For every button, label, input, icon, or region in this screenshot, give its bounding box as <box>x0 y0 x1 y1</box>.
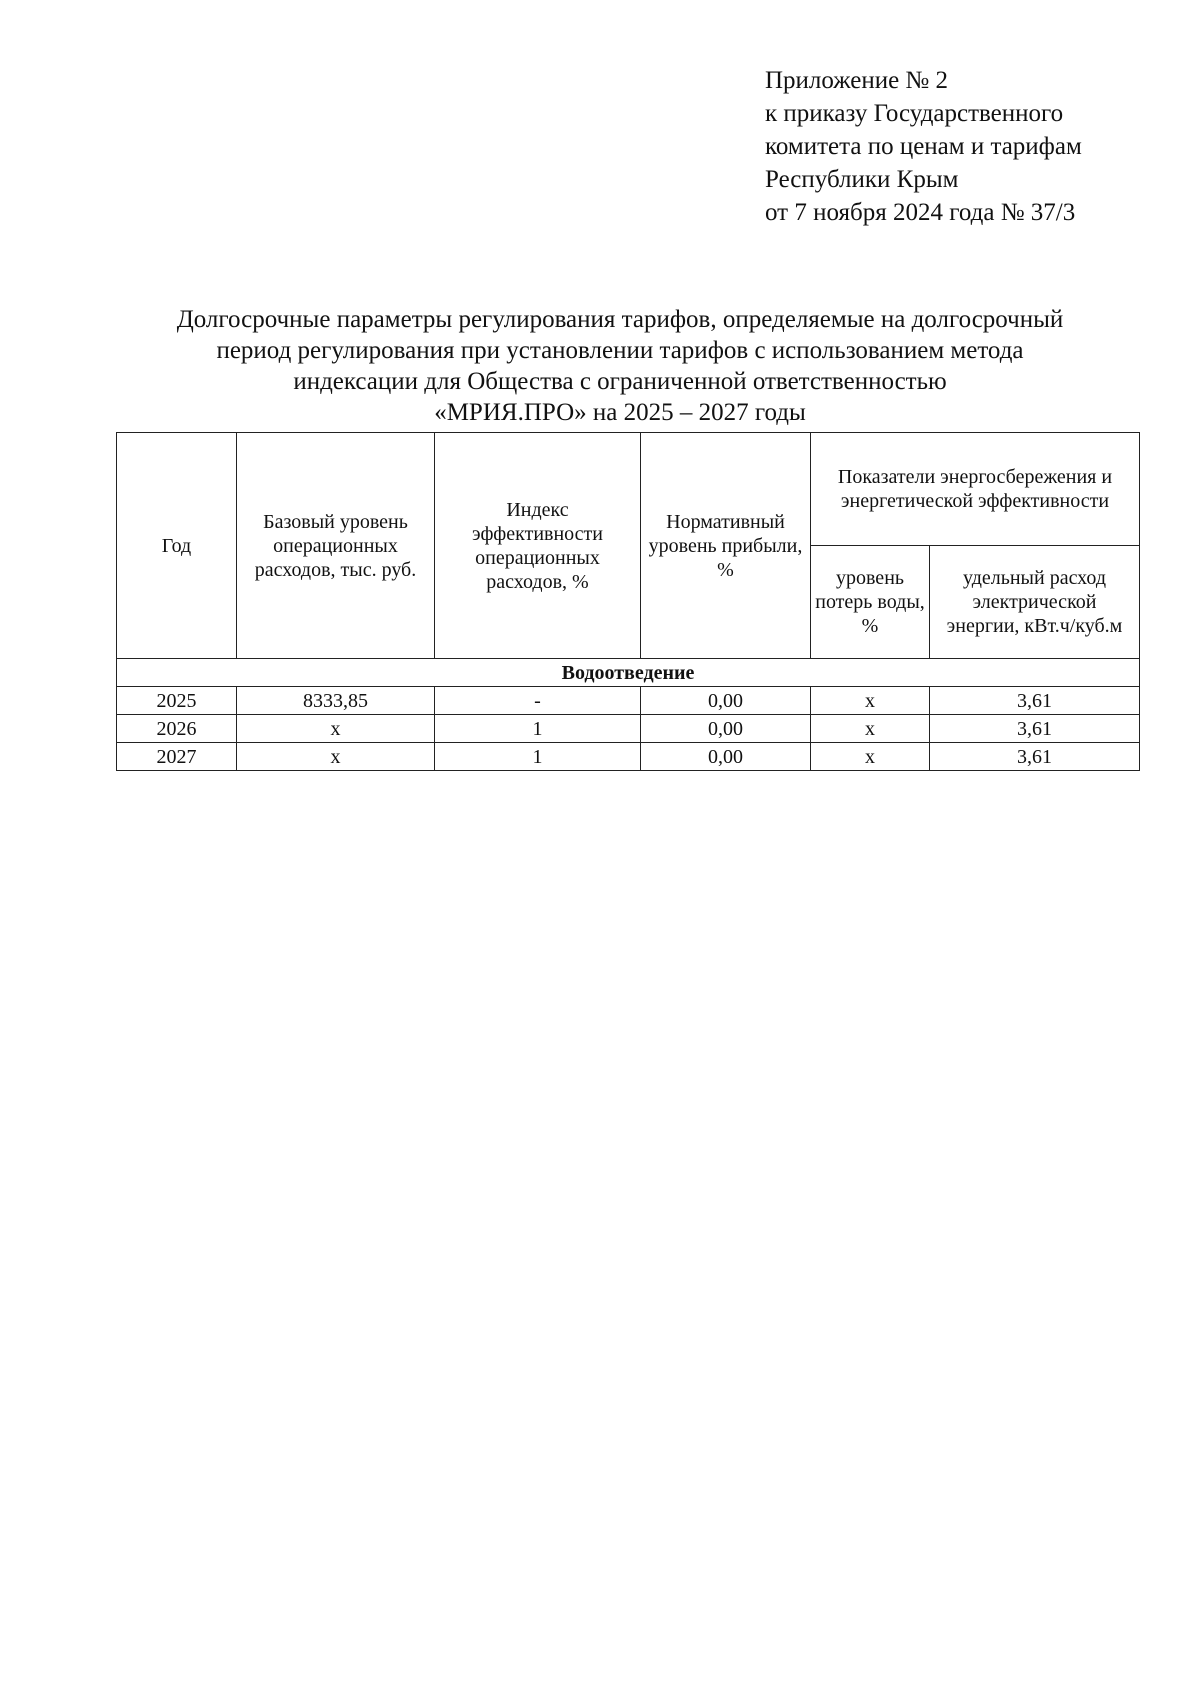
header-profit-level: Нормативный уровень прибыли, % <box>641 433 811 659</box>
header-base-opex: Базовый уровень операционных расходов, тыс. руб. <box>237 433 435 659</box>
cell-year: 2025 <box>117 687 237 715</box>
table-row <box>117 687 1140 715</box>
cell-profit-level: 0,00 <box>641 715 811 743</box>
cell-base-opex: 8333,85 <box>237 687 435 715</box>
appendix-line: Приложение № 2 <box>765 67 949 94</box>
document-title <box>100 304 1140 428</box>
appendix-line: комитета по ценам и тарифам <box>765 133 1082 160</box>
appendix-line: от 7 ноября 2024 года № 37/3 <box>765 199 1076 226</box>
cell-efficiency-index: 1 <box>435 715 641 743</box>
cell-electricity-use: 3,61 <box>930 687 1140 715</box>
title-line: индексации для Общества с ограниченной ответственностью <box>293 368 947 395</box>
cell-efficiency-index: - <box>435 687 641 715</box>
cell-base-opex: х <box>237 743 435 771</box>
table-row <box>117 715 1140 743</box>
appendix-block <box>765 64 1082 229</box>
tariff-parameters-table <box>116 432 1140 771</box>
section-heading: Водоотведение <box>117 659 1140 687</box>
header-water-loss: уровень потерь воды, % <box>811 546 930 659</box>
cell-water-loss: х <box>811 743 930 771</box>
cell-water-loss: х <box>811 715 930 743</box>
cell-electricity-use: 3,61 <box>930 743 1140 771</box>
header-efficiency-index: Индекс эффективности операционных расходов, % <box>435 433 641 659</box>
title-line: Долгосрочные параметры регулирования тарифов, определяемые на долгосрочный <box>176 306 1064 333</box>
header-electricity-use: удельный расход электрической энергии, кВт.ч/куб.м <box>930 546 1140 659</box>
title-line: период регулирования при установлении тарифов с использованием метода <box>216 337 1024 364</box>
table-row <box>117 743 1140 771</box>
appendix-line: Республики Крым <box>765 166 959 193</box>
cell-year: 2026 <box>117 715 237 743</box>
cell-water-loss: х <box>811 687 930 715</box>
cell-efficiency-index: 1 <box>435 743 641 771</box>
cell-electricity-use: 3,61 <box>930 715 1140 743</box>
cell-profit-level: 0,00 <box>641 743 811 771</box>
cell-year: 2027 <box>117 743 237 771</box>
cell-profit-level: 0,00 <box>641 687 811 715</box>
title-line: «МРИЯ.ПРО» на 2025 – 2027 годы <box>434 399 806 426</box>
cell-base-opex: х <box>237 715 435 743</box>
header-energy-group: Показатели энергосбережения и энергетической эффективности <box>811 433 1140 546</box>
appendix-line: к приказу Государственного <box>765 100 1064 127</box>
header-year: Год <box>117 433 237 659</box>
